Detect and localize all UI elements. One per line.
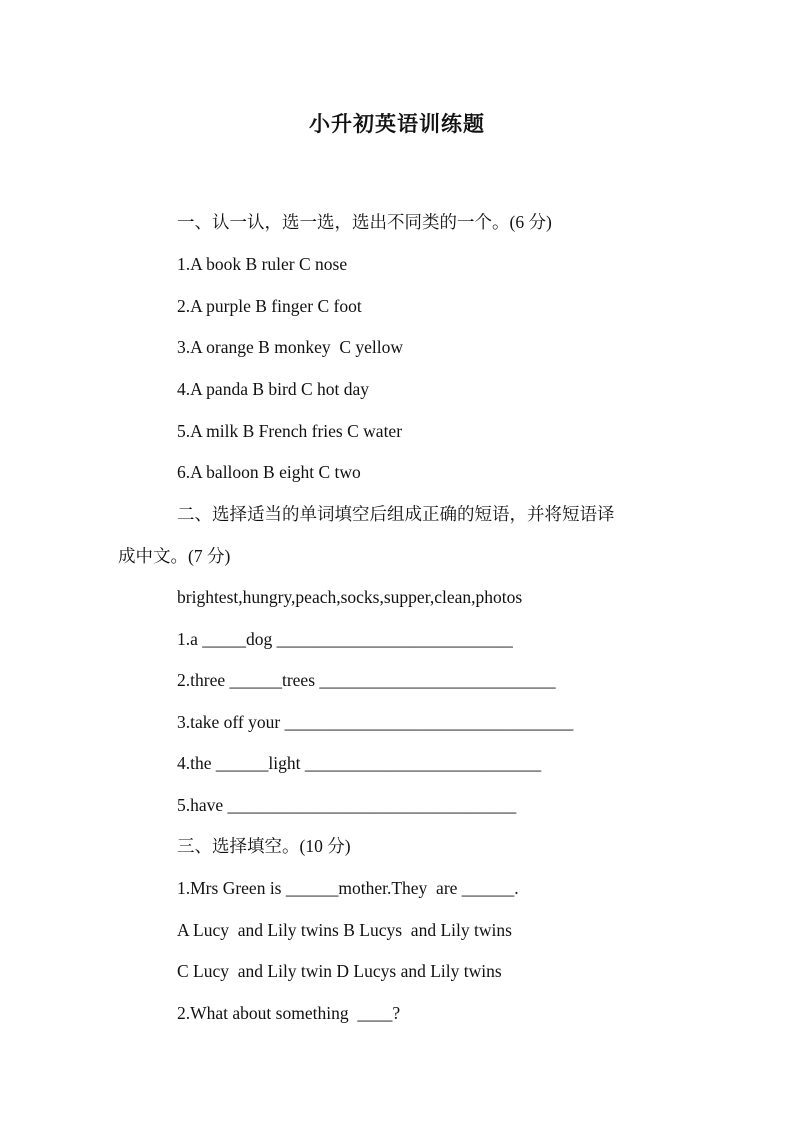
page-title: 小升初英语训练题 bbox=[309, 112, 485, 136]
question-1-5: 5.A milk B French fries C water bbox=[177, 421, 403, 441]
question-2-1: 1.a _____dog ___________________________ bbox=[177, 629, 513, 649]
question-3-1-options-ab: A Lucy and Lily twins B Lucys and Lily twins bbox=[177, 920, 512, 940]
question-1-4: 4.A panda B bird C hot day bbox=[177, 379, 369, 399]
question-1-3: 3.A orange B monkey C yellow bbox=[177, 337, 404, 357]
question-3-2: 2.What about something ____? bbox=[177, 1003, 401, 1023]
question-2-3: 3.take off your _________________________________ bbox=[177, 712, 574, 732]
section-3-heading: 三、选择填空。(10 分) bbox=[177, 836, 351, 856]
section-1-heading: 一、认一认，选一选，选出不同类的一个。(6 分) bbox=[177, 212, 552, 232]
question-1-2: 2.A purple B finger C foot bbox=[177, 296, 362, 316]
section-2-heading: 二、选择适当的单词填空后组成正确的短语，并将短语译 bbox=[177, 504, 615, 524]
question-1-1: 1.A book B ruler C nose bbox=[177, 254, 348, 274]
question-2-4: 4.the ______light ___________________________ bbox=[177, 753, 542, 773]
question-3-1-options-cd: C Lucy and Lily twin D Lucys and Lily twins bbox=[177, 961, 502, 981]
word-bank: brightest,hungry,peach,socks,supper,clean,photos bbox=[177, 587, 523, 607]
question-2-2: 2.three ______trees ___________________________ bbox=[177, 670, 556, 690]
question-2-5: 5.have _________________________________ bbox=[177, 795, 517, 815]
question-1-6: 6.A balloon B eight C two bbox=[177, 462, 361, 482]
question-3-1: 1.Mrs Green is ______mother.They are ______. bbox=[177, 878, 519, 898]
section-2-heading-continued: 成中文。(7 分) bbox=[118, 546, 231, 566]
